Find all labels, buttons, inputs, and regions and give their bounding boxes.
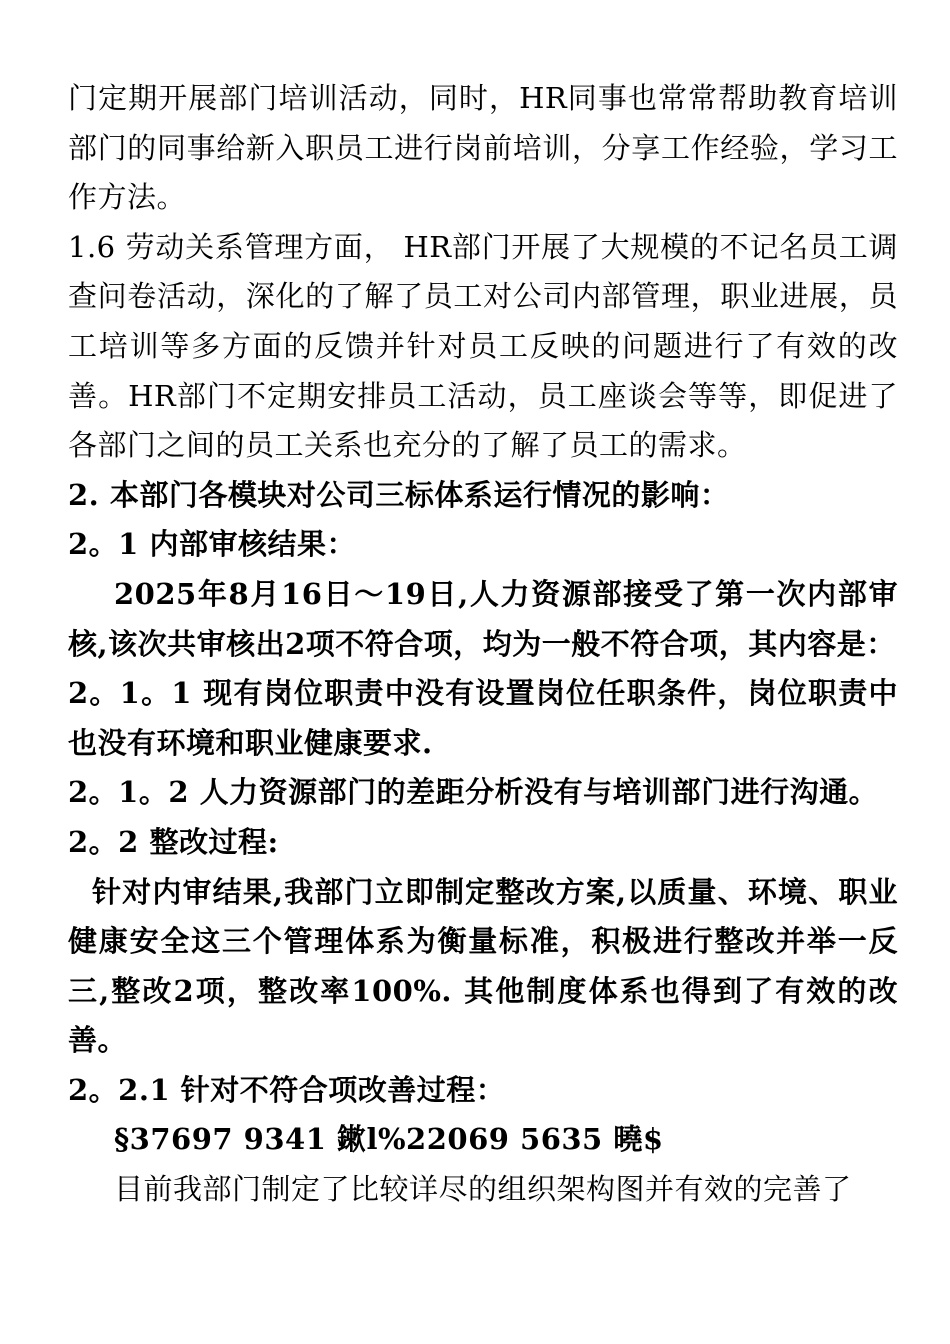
- paragraph-labor-relations: 1.6 劳动关系管理方面， HR部门开展了大规模的不记名员工调查问卷活动，深化的了解了员工对公司内部管理，职业进展，员工培训等多方面的反馈并针对员工反映的问题进行了有效的改善。HR部门不定期安排员工活动，员工座谈会等等，即促进了各部门之间的员工关系也充分的了解了员工的需求。: [68, 229, 898, 463]
- heading-2-2: 2。2 整改过程:: [68, 824, 279, 859]
- item-2-1-1: 2。1。1 现有岗位职责中没有设置岗位任职条件，岗位职责中也没有环境和职业健康要求.: [68, 676, 898, 760]
- garbled-code-line: §37697 9341 鏉l%22069 5635 曉$: [114, 1122, 664, 1157]
- heading-2-1: 2。1 内部审核结果：: [68, 527, 356, 562]
- heading-2-2-1: 2。2.1 针对不符合项改善过程：: [68, 1072, 506, 1107]
- paragraph-org-chart: 目前我部门制定了比较详尽的组织架构图并有效的完善了: [114, 1172, 852, 1207]
- document-page: [68, 74, 898, 1215]
- item-2-1-2: 2。1。2 人力资源部门的差距分析没有与培训部门进行沟通。: [68, 775, 879, 810]
- paragraph-training: 门定期开展部门培训活动，同时，HR同事也常常帮助教育培训部门的同事给新入职员工进行岗前培训，分享工作经验，学习工作方法。: [68, 81, 898, 215]
- heading-section-2: 2. 本部门各模块对公司三标体系运行情况的影响：: [68, 477, 730, 512]
- paragraph-rectification: 针对内审结果,我部门立即制定整改方案,以质量、环境、职业健康安全这三个管理体系为衡量标准，积极进行整改并举一反三,整改2项，整改率100%. 其他制度体系也得到了有效的改善。: [68, 874, 898, 1058]
- paragraph-audit-result: 2025年8月16日～19日,人力资源部接受了第一次内部审核,该次共审核出2项不符合项，均为一般不符合项，其内容是：: [68, 576, 898, 661]
